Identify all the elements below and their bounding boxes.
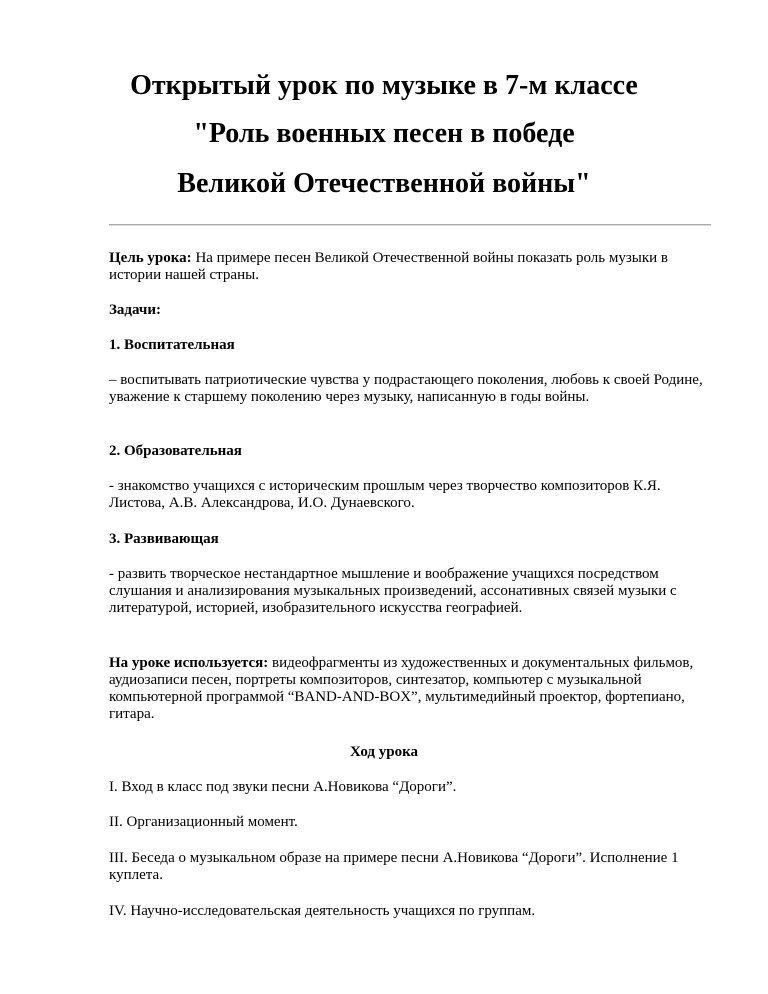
lesson-goal-text: На примере песен Великой Отечественной войны показать роль музыки в истории нашей страны.: [109, 250, 669, 283]
lesson-goal-label: Цель урока:: [109, 250, 192, 266]
page-title-line-1: Открытый урок по музыке в 7-м классе: [130, 70, 638, 101]
lesson-step-1: I. Вход в класс под звуки песни А.Новикова “Дороги”.: [109, 779, 457, 795]
page-title-line-2: "Роль военных песен в победе: [193, 118, 575, 149]
lesson-step-3: III. Беседа о музыкальном образе на примере песни А.Новикова “Дороги”. Исполнение 1 куплета.: [109, 850, 679, 883]
task-1-text: – воспитывать патриотические чувства у подрастающего поколения, любовь к своей Родине, уважение к старшему поколению через музыку, написанную в годы войны.: [109, 372, 703, 405]
lesson-goal: [109, 250, 719, 284]
task-3-heading-text: 3. Развивающая: [109, 531, 219, 547]
lesson-step-2: II. Организационный момент.: [109, 814, 298, 830]
task-1-heading-text: 1. Воспитательная: [109, 337, 235, 353]
lesson-plan-heading: Ход урока: [349, 744, 419, 760]
task-2-heading-text: 2. Образовательная: [109, 443, 242, 459]
task-3-heading: [109, 531, 719, 548]
equipment: [109, 655, 719, 723]
lesson-step-4: IV. Научно-исследовательская деятельность учащихся по группам.: [109, 903, 536, 919]
tasks-heading-text: Задачи:: [109, 302, 162, 318]
equipment-label: На уроке используется:: [109, 655, 269, 671]
tasks-heading: [109, 302, 719, 319]
page-title-line-3: Великой Отечественной войны": [177, 168, 591, 199]
task-3-text: - развить творческое нестандартное мышление и воображение учащихся посредством слушания и анализирования музыкальных произведений, ассонативных связей музыки с литературой, историей, изобразительного искусства географией.: [109, 566, 677, 616]
task-2-heading: [109, 443, 719, 460]
horizontal-divider: [109, 224, 711, 226]
equipment-text: видеофрагменты из художественных и документальных фильмов, аудиозаписи песен, портреты композиторов, синтезатор, компьютер с музыкальной компьютерной программой “BAND-AND-BOX”, мультимедийный проектор, фортепиано, гитара.: [109, 655, 694, 722]
task-2-text: - знакомство учащихся с историческим прошлым через творчество композиторов К.Я. Листова, А.В. Александрова, И.О. Дунаевского.: [109, 478, 661, 511]
task-1-heading: [109, 337, 719, 354]
